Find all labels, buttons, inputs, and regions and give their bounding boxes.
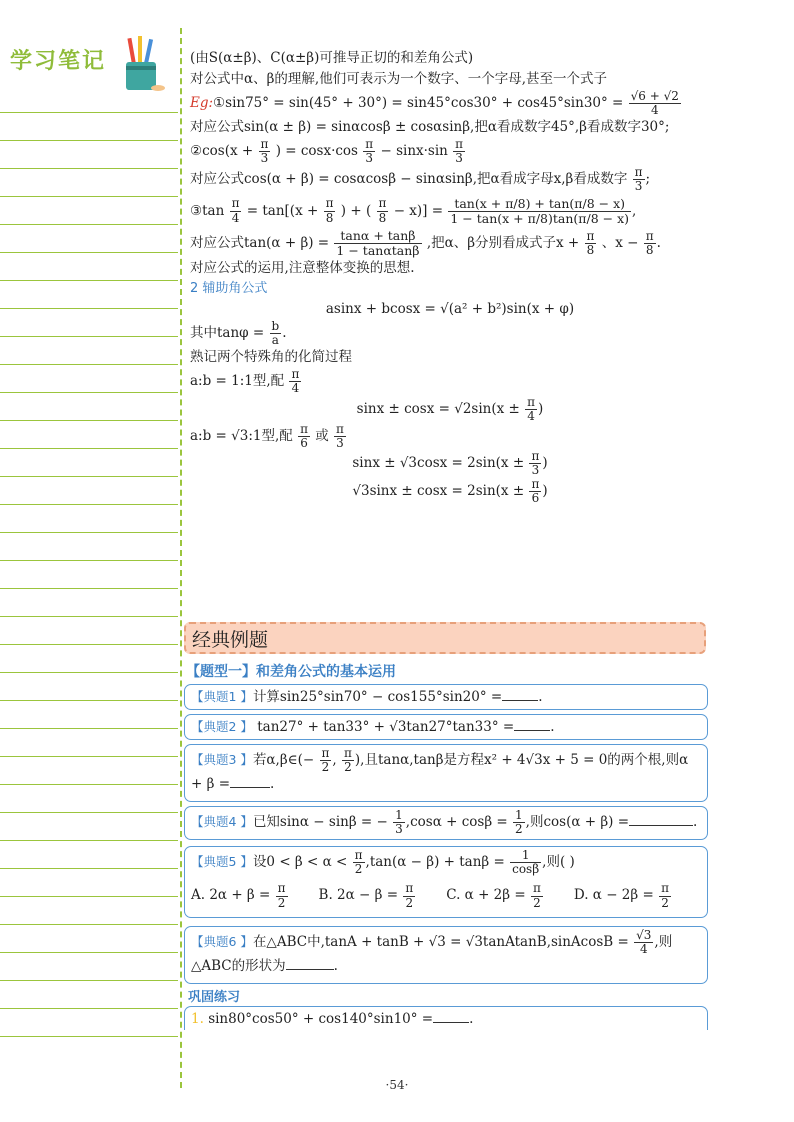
note-line: [0, 672, 178, 673]
note-line: [0, 588, 178, 589]
notes-body: [190, 48, 710, 505]
sidebar-title: 学习笔记: [10, 49, 107, 74]
margin-divider: [180, 28, 182, 1088]
example-1: Eg:①sin75° = sin(45° + 30°) = sin45°cos30° + cos45°sin30° = $\frac{√6 + √2}{4}$: [190, 88, 679, 118]
choice-c[interactable]: C. α + 2β = $\frac{\pi}{2}$: [446, 881, 541, 910]
note-line: [0, 700, 178, 701]
note-line-9: 对应公式的运用,注意整体变换的思想.: [190, 259, 415, 276]
note-line-6: 对应公式cos(α + β) = cosαcosβ − sinαsinβ,把α看成字母x,β看成数字 $\frac{\pi}{3}$ ;: [190, 164, 651, 193]
eg-label: Eg:: [190, 95, 214, 112]
section-heading: 【题型一】和差角公式的基本运用: [186, 664, 396, 680]
note-line: [0, 112, 178, 113]
problem-3: 【典题3 】若α,β∈(− $\frac{\pi}{2}$ , $\frac{\pi}{2}$ ),且tanα,tanβ是方程x² + 4√3x + 5 = 0的两个根,则α + β = .: [184, 744, 708, 802]
note-line-12: 熟记两个特殊角的化简过程: [190, 349, 352, 366]
note-line: [0, 448, 178, 449]
note-line: [0, 840, 178, 841]
pencil-cup-icon: [118, 36, 166, 94]
example-2: ②cos(x + $\frac{\pi}{3}$ ) = cosx·cos $\frac{\pi}{3}$ − sinx·sin $\frac{\pi}{3}$: [190, 137, 464, 166]
note-line: [0, 280, 178, 281]
note-line: [0, 532, 178, 533]
section-banner: 经典例题: [184, 622, 706, 654]
note-line: [0, 560, 178, 561]
note-line: [0, 364, 178, 365]
note-line: [0, 196, 178, 197]
note-line-13: a:b = 1:1型,配 $\frac{\pi}{4}$: [190, 367, 300, 396]
note-line: [0, 504, 178, 505]
formula-1: sinx ± cosx = √2sin(x ± $\frac{\pi}{4}$ ): [356, 394, 544, 423]
note-line: [0, 392, 178, 393]
aux-formula: asinx + bcosx = √(a² + b²)sin(x + φ): [325, 300, 575, 317]
formula-2: sinx ± √3cosx = 2sin(x ± $\frac{\pi}{3}$ ): [352, 449, 548, 478]
choice-d[interactable]: D. α − 2β = $\frac{\pi}{2}$: [573, 881, 669, 910]
problem-1: 【典题1 】计算sin25°sin70° − cos155°sin20° = .: [184, 684, 708, 710]
note-line-1: (由S(α±β)、C(α±β)可推导正切的和差角公式): [190, 50, 474, 66]
example-3: ③tan $\frac{\pi}{4}$ = tan[(x + $\frac{\pi}{8}$ ) + ( $\frac{\pi}{8}$ − x)] = $\frac{\tan(x + \pi/8) + \tan(\pi/8 - x)}{1 - \tan(x + \pi/8)\tan(\pi/8 - x)}$ ,: [190, 195, 637, 226]
problem-2: 【典题2 】 tan27° + tan33° + √3tan27°tan33° = .: [184, 714, 708, 740]
note-line: [0, 1036, 178, 1037]
note-line: [0, 420, 178, 421]
note-line: [0, 308, 178, 309]
practice-1: 1. sin80°cos50° + cos140°sin10° = .: [184, 1006, 708, 1030]
problem-4: 【典题4 】已知sinα − sinβ = − $\frac{1}{3}$ ,cosα + cosβ = $\frac{1}{2}$ ,则cos(α + β) = .: [184, 806, 708, 840]
problem-5: 【典题5 】设0 < β < α < $\frac{\pi}{2}$ ,tan(α − β) + tanβ = $\frac{1}{\cos\beta}$ ,则( ) A. 2α + β = $\frac{\pi}{2}$ B. 2α − β = $\frac{\pi}{2}$ C. α + 2β = $\frac{\pi}{2}$ D. α − 2β = $\frac{\pi}{2}$: [184, 846, 708, 918]
note-line: [0, 224, 178, 225]
note-line: [0, 868, 178, 869]
note-line: [0, 336, 178, 337]
note-line: [0, 980, 178, 981]
note-line: [0, 896, 178, 897]
note-line-4: 对应公式sin(α ± β) = sinαcosβ ± cosαsinβ,把α看成数字45°,β看成数字30°;: [190, 119, 670, 136]
note-line: [0, 168, 178, 169]
note-line: [0, 756, 178, 757]
choice-b[interactable]: B. 2α − β = $\frac{\pi}{2}$: [318, 881, 414, 910]
fraction: $\frac{√6 + √2}{4}$: [630, 88, 679, 118]
choice-a[interactable]: A. 2α + β = $\frac{\pi}{2}$: [191, 881, 286, 910]
note-line-2: 对公式中α、β的理解,他们可表示为一个数字、一个字母,甚至一个式子: [190, 70, 608, 87]
note-line: [0, 140, 178, 141]
note-line: [0, 924, 178, 925]
note-line: [0, 1008, 178, 1009]
problem-6: 【典题6 】在△ABC中,tanA + tanB + √3 = √3tanAtanB,sinAcosB = $\frac{√3}{4}$ ,则 △ABC的形状为 .: [184, 926, 708, 984]
formula-3: √3sinx ± cosx = 2sin(x ± $\frac{\pi}{6}$ ): [352, 476, 548, 505]
note-line: [0, 952, 178, 953]
note-line-8: 对应公式tan(α + β) = $\frac{\tan\alpha + \tan\beta}{1 - \tan\alpha\tan\beta}$ ,把α、β分别看成式子x + $\frac{\pi}{8}$ 、x − $\frac{\pi}{8}$ .: [190, 228, 661, 259]
note-line: [0, 812, 178, 813]
note-line-15: a:b = √3:1型,配 $\frac{\pi}{6}$ 或 $\frac{\pi}{3}$: [190, 421, 344, 451]
note-line: [0, 252, 178, 253]
note-line: [0, 728, 178, 729]
practice-heading: 巩固练习: [188, 990, 241, 1005]
page-number: ·54·: [385, 1078, 409, 1092]
note-line-11: 其中tanφ = $\frac{b}{a}$ .: [190, 318, 287, 348]
note-line: [0, 784, 178, 785]
subheading-aux-angle: 2 辅助角公式: [190, 280, 268, 296]
note-line: [0, 476, 178, 477]
note-line: [0, 644, 178, 645]
note-line: [0, 616, 178, 617]
